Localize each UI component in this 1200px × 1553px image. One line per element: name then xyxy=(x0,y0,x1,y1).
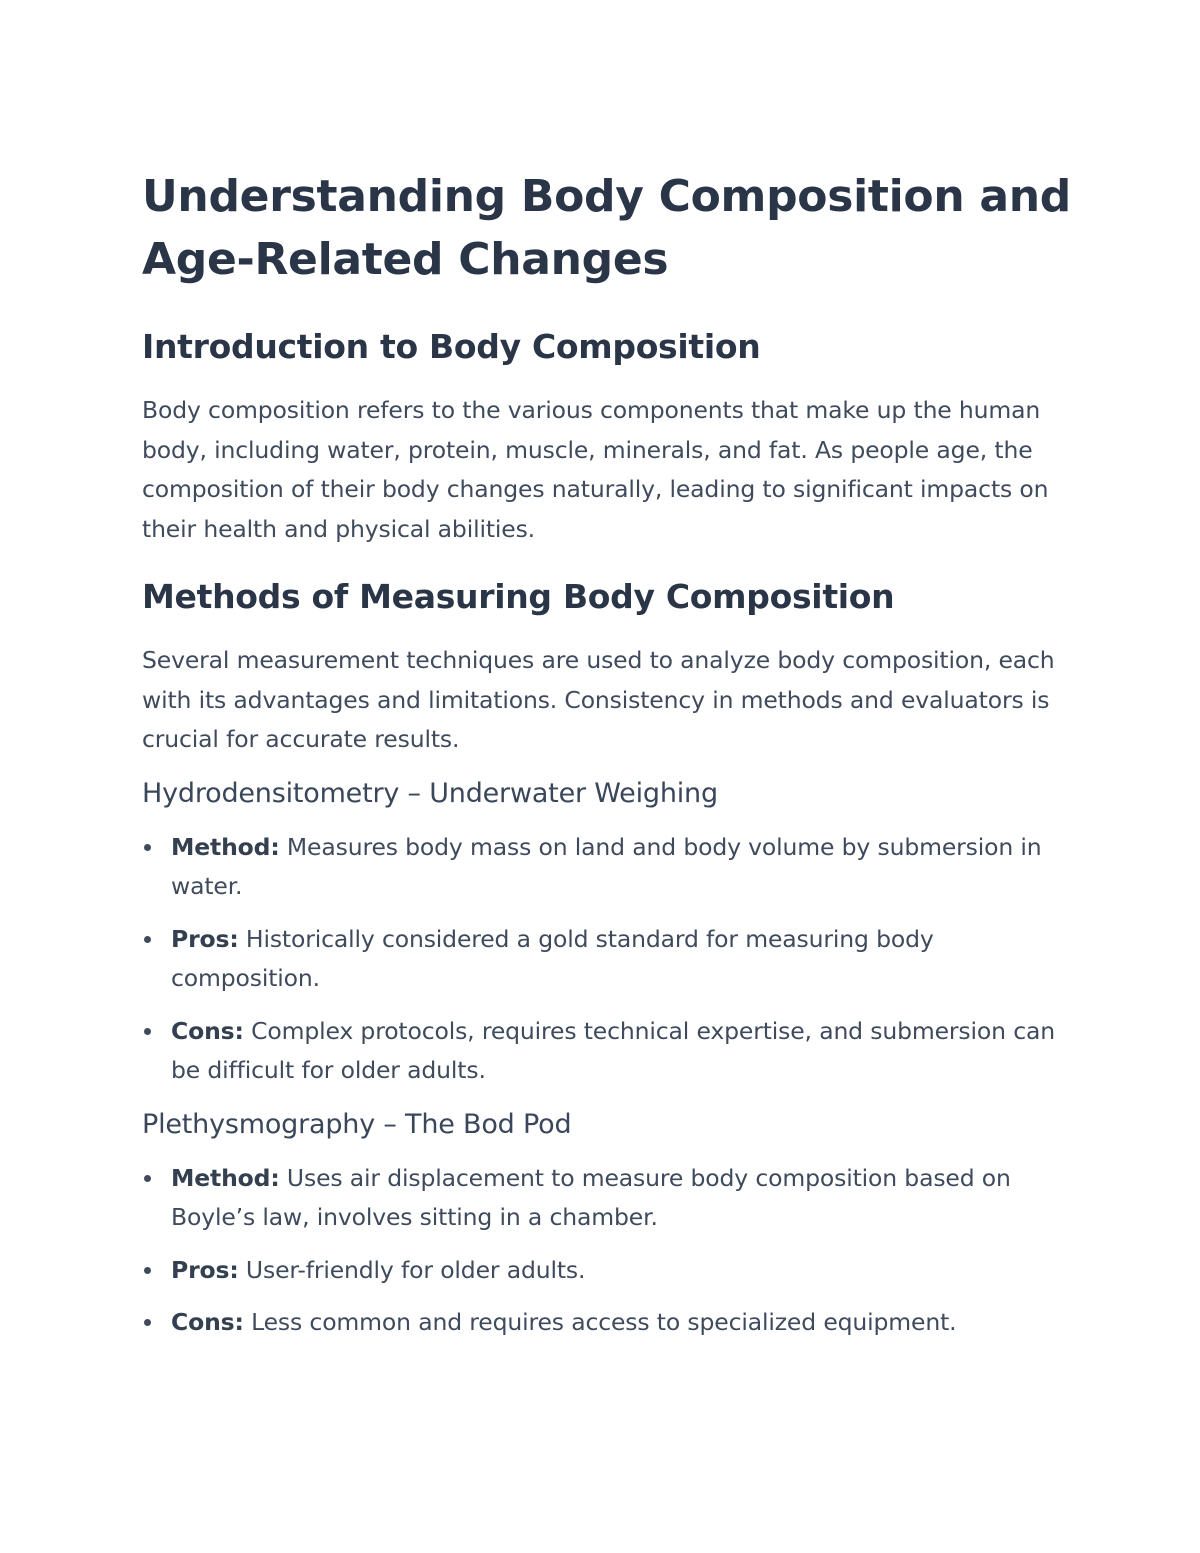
list-item xyxy=(142,1303,1072,1343)
section-heading-methods: Methods of Measuring Body Composition xyxy=(142,577,895,616)
section-heading-introduction: Introduction to Body Composition xyxy=(142,327,761,366)
bullet-icon xyxy=(144,1267,151,1274)
item-text: Uses air displacement to measure body composition based on Boyle’s law, involves sitting in a chamber. xyxy=(171,1163,1011,1231)
bullet-icon xyxy=(144,844,151,851)
item-label: Method xyxy=(171,1163,271,1192)
list-item xyxy=(142,920,1072,999)
item-separator: : xyxy=(229,1255,239,1284)
item-text: Historically considered a gold standard for measuring body composition. xyxy=(171,924,934,992)
subsection-heading-hydrodensitometry: Hydrodensitometry – Underwater Weighing xyxy=(142,777,718,809)
subsection-heading-plethysmography: Plethysmography – The Bod Pod xyxy=(142,1108,572,1140)
item-separator: : xyxy=(234,1016,244,1045)
item-label: Cons xyxy=(171,1016,235,1045)
item-label: Pros xyxy=(171,1255,230,1284)
item-separator: : xyxy=(229,924,239,953)
bullet-icon xyxy=(144,1319,151,1326)
item-label: Pros xyxy=(171,924,230,953)
item-separator: : xyxy=(270,832,280,861)
methods-paragraph: Several measurement techniques are used to analyze body composition, each with its advantages and limitations. Consistency in methods and evaluators is crucial for accurate results. xyxy=(142,646,1055,753)
list-item xyxy=(142,828,1072,907)
hydrodensitometry-list xyxy=(142,828,1072,1091)
item-separator: : xyxy=(234,1308,244,1336)
bullet-icon xyxy=(144,936,151,943)
list-item xyxy=(142,1251,1072,1291)
document-page xyxy=(142,165,1072,1356)
item-text: Complex protocols, requires technical expertise, and submersion can be difficult for older adults. xyxy=(171,1016,1055,1084)
document-title: Understanding Body Composition and Age-Related Changes xyxy=(142,171,1071,285)
item-text: User-friendly for older adults. xyxy=(238,1255,586,1284)
bullet-icon xyxy=(144,1175,151,1182)
plethysmography-list xyxy=(142,1159,1072,1343)
item-separator: : xyxy=(270,1163,280,1192)
item-text: Less common and requires access to specialized equipment. xyxy=(243,1308,957,1336)
item-label: Method xyxy=(171,832,271,861)
bullet-icon xyxy=(144,1028,151,1035)
item-text: Measures body mass on land and body volume by submersion in water. xyxy=(171,832,1042,900)
list-item xyxy=(142,1159,1072,1238)
item-label: Cons xyxy=(171,1308,235,1336)
list-item xyxy=(142,1012,1072,1091)
intro-paragraph: Body composition refers to the various components that make up the human body, including water, protein, muscle, minerals, and fat. As people age, the composition of their body changes naturally, leading to significant impacts on their health and physical abilities. xyxy=(142,396,1049,543)
